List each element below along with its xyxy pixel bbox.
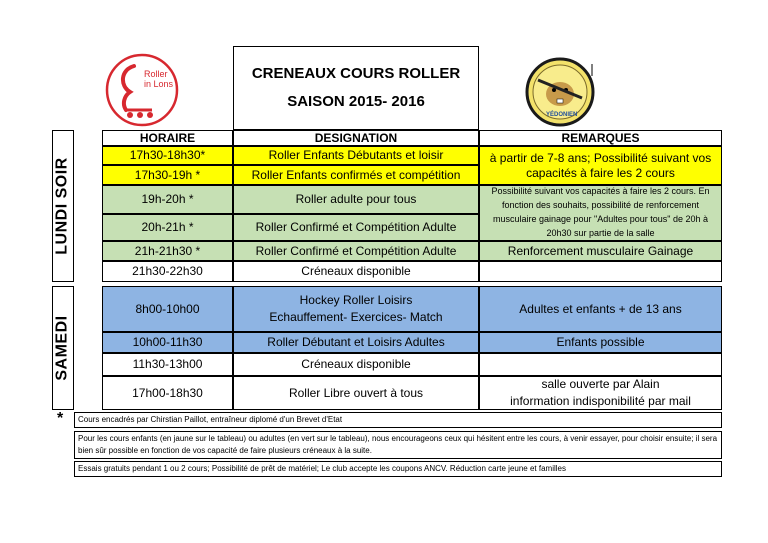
section-samedi-text: SAMEDI <box>54 315 72 381</box>
samedi-row1-remarques: Adultes et enfants + de 13 ans <box>479 286 722 332</box>
lundi-row2-horaire: 17h30-19h * <box>102 165 233 185</box>
roller-in-lons-logo <box>104 52 180 128</box>
logo-text-line2: in Lons <box>144 78 174 89</box>
title-box <box>233 46 479 130</box>
footnote-star: * <box>57 410 64 427</box>
lundi-row6-horaire: 21h30-22h30 <box>102 261 233 282</box>
samedi-row2-designation: Roller Débutant et Loisirs Adultes <box>233 332 479 353</box>
samedi-row2-remarques: Enfants possible <box>479 332 722 353</box>
samedi-row1-designation-line1: Hockey Roller Loisirs <box>299 292 413 307</box>
beaver-mascot-icon <box>522 54 600 130</box>
lundi-row6-remarques <box>479 261 722 282</box>
section-label-lundi <box>52 130 74 282</box>
logo-text <box>144 70 173 90</box>
lundi-remarque-gainage: Renforcement musculaire Gainage <box>479 241 722 261</box>
lundi-row1-designation: Roller Enfants Débutants et loisir <box>233 146 479 165</box>
lundi-remarque-adultes: Possibilité suivant vos capacités à faire les 2 cours. En fonction des souhaits, possibilité de renforcement musculaire gainage pour "Adultes pour tous" de 20h à 20h30 sur partie de la salle <box>479 185 722 241</box>
lundi-row3-horaire: 19h-20h * <box>102 185 233 214</box>
lundi-row5-horaire: 21h-21h30 * <box>102 241 233 261</box>
title-line1: CRENEAUX COURS ROLLER <box>251 64 461 82</box>
lundi-row2-designation: Roller Enfants confirmés et compétition <box>233 165 479 185</box>
lundi-remarque-enfants: à partir de 7-8 ans; Possibilité suivant vos capacités à faire les 2 cours <box>479 146 722 185</box>
samedi-row4-remarques <box>479 376 722 410</box>
samedi-row3-horaire: 11h30-13h00 <box>102 353 233 376</box>
roller-logo-icon <box>104 52 180 128</box>
footnote-3: Essais gratuits pendant 1 ou 2 cours; Possibilité de prêt de matériel; Le club accepte les coupons ANCV. Réduction carte jeune et familles <box>74 461 722 477</box>
samedi-row1-designation <box>233 286 479 332</box>
header-designation: DESIGNATION <box>233 130 479 146</box>
lundi-row3-designation: Roller adulte pour tous <box>233 185 479 214</box>
lundi-row1-horaire: 17h30-18h30* <box>102 146 233 165</box>
footnote-1: Cours encadrés par Chirstian Paillot, entraîneur diplomé d'un Brevet d'Etat <box>74 412 722 428</box>
samedi-row3-remarques <box>479 353 722 376</box>
footnote-2: Pour les cours enfants (en jaune sur le tableau) ou adultes (en vert sur le tableau), nous encourageons ceux qui hésitent entre les cours, à venir essayer, pour choisir ensuite; il sera bien sûr possible en fonction de vos capacité de faire plusieurs créneaux à la suite. <box>74 431 722 459</box>
lundi-row4-designation: Roller Confirmé et Compétition Adulte <box>233 214 479 241</box>
logo-text-line1: Roller <box>144 69 168 79</box>
header-horaire: HORAIRE <box>102 130 233 146</box>
hockey-club-logo <box>522 54 600 130</box>
samedi-row3-designation: Créneaux disponible <box>233 353 479 376</box>
lundi-row6-designation: Créneaux disponible <box>233 261 479 282</box>
header-remarques: REMARQUES <box>479 130 722 146</box>
samedi-row1-designation-line2: Echauffement- Exercices- Match <box>269 310 443 324</box>
samedi-row2-horaire: 10h00-11h30 <box>102 332 233 353</box>
logo-club-text: YÉDONIEN <box>546 112 578 118</box>
section-lundi-text: LUNDI SOIR <box>54 157 72 255</box>
lundi-row4-horaire: 20h-21h * <box>102 214 233 241</box>
samedi-row4-designation: Roller Libre ouvert à tous <box>233 376 479 410</box>
lundi-row5-designation: Roller Confirmé et Compétition Adulte <box>233 241 479 261</box>
samedi-row4-horaire: 17h00-18h30 <box>102 376 233 410</box>
section-label-samedi <box>52 286 74 410</box>
samedi-row4-remarques-line2: information indisponibilité par mail <box>510 394 691 408</box>
title-line2: SAISON 2015- 2016 <box>287 93 425 110</box>
samedi-row4-remarques-line1: salle ouverte par Alain <box>541 377 660 392</box>
samedi-row1-horaire: 8h00-10h00 <box>102 286 233 332</box>
